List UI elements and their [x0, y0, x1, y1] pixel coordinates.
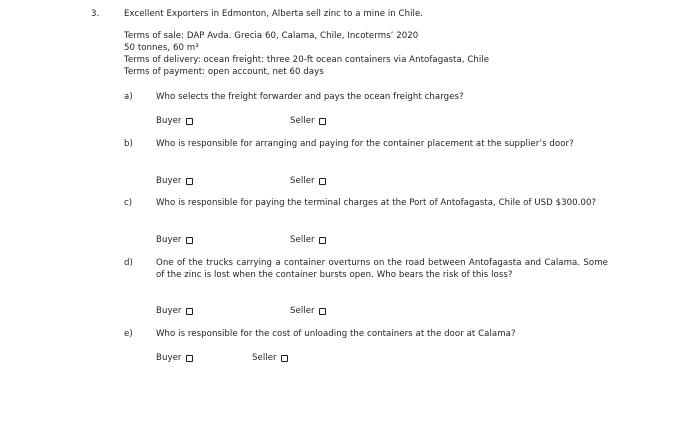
terms-of-delivery: Terms of delivery: ocean freight: three 20-ft ocean containers via Antofagasta, Chile — [124, 55, 490, 65]
subquestion-b-buyer-option[interactable] — [156, 176, 193, 186]
seller-label: Seller — [252, 353, 277, 363]
subquestion-e-seller-option[interactable] — [252, 353, 288, 363]
buyer-label: Buyer — [156, 306, 182, 316]
question-title: Excellent Exporters in Edmonton, Alberta sell zinc to a mine in Chile. — [124, 9, 424, 19]
subquestion-d-text: One of the trucks carrying a container overturns on the road between Antofagasta and Calama. Some of the zinc is lost when the container bursts open. Who bears the risk of this loss? — [156, 258, 608, 280]
subquestion-a-seller-option[interactable] — [290, 116, 326, 126]
subquestion-e-letter: e) — [124, 329, 133, 339]
subquestion-e-text: Who is responsible for the cost of unloading the containers at the door at Calama? — [156, 329, 516, 339]
buyer-checkbox-icon[interactable] — [186, 308, 193, 315]
question-number: 3. — [91, 9, 100, 19]
seller-checkbox-icon[interactable] — [281, 355, 288, 362]
subquestion-c-text: Who is responsible for paying the terminal charges at the Port of Antofagasta, Chile of USD $300.00? — [156, 198, 597, 208]
seller-label: Seller — [290, 235, 315, 245]
seller-label: Seller — [290, 116, 315, 126]
seller-label: Seller — [290, 176, 315, 186]
subquestion-b-text: Who is responsible for arranging and paying for the container placement at the supplier’s door? — [156, 139, 574, 149]
subquestion-d-letter: d) — [124, 258, 133, 268]
terms-of-sale: Terms of sale: DAP Avda. Grecia 60, Calama, Chile, Incoterms’ 2020 — [124, 31, 419, 41]
buyer-checkbox-icon[interactable] — [186, 237, 193, 244]
buyer-label: Buyer — [156, 353, 182, 363]
seller-checkbox-icon[interactable] — [319, 118, 326, 125]
subquestion-c-letter: c) — [124, 198, 133, 208]
subquestion-e-buyer-option[interactable] — [156, 353, 193, 363]
subquestion-d-seller-option[interactable] — [290, 306, 326, 316]
buyer-checkbox-icon[interactable] — [186, 118, 193, 125]
subquestion-c-buyer-option[interactable] — [156, 235, 193, 245]
subquestion-b-seller-option[interactable] — [290, 176, 326, 186]
subquestion-d-buyer-option[interactable] — [156, 306, 193, 316]
quantity-line: 50 tonnes, 60 m³ — [124, 43, 199, 53]
buyer-checkbox-icon[interactable] — [186, 355, 193, 362]
buyer-label: Buyer — [156, 176, 182, 186]
subquestion-a-letter: a) — [124, 92, 133, 102]
seller-checkbox-icon[interactable] — [319, 178, 326, 185]
subquestion-c-seller-option[interactable] — [290, 235, 326, 245]
subquestion-a-buyer-option[interactable] — [156, 116, 193, 126]
subquestion-b-letter: b) — [124, 139, 133, 149]
subquestion-a-text: Who selects the freight forwarder and pays the ocean freight charges? — [156, 92, 464, 102]
terms-of-payment: Terms of payment: open account, net 60 days — [124, 67, 324, 77]
buyer-label: Buyer — [156, 235, 182, 245]
seller-checkbox-icon[interactable] — [319, 237, 326, 244]
buyer-label: Buyer — [156, 116, 182, 126]
buyer-checkbox-icon[interactable] — [186, 178, 193, 185]
seller-label: Seller — [290, 306, 315, 316]
seller-checkbox-icon[interactable] — [319, 308, 326, 315]
